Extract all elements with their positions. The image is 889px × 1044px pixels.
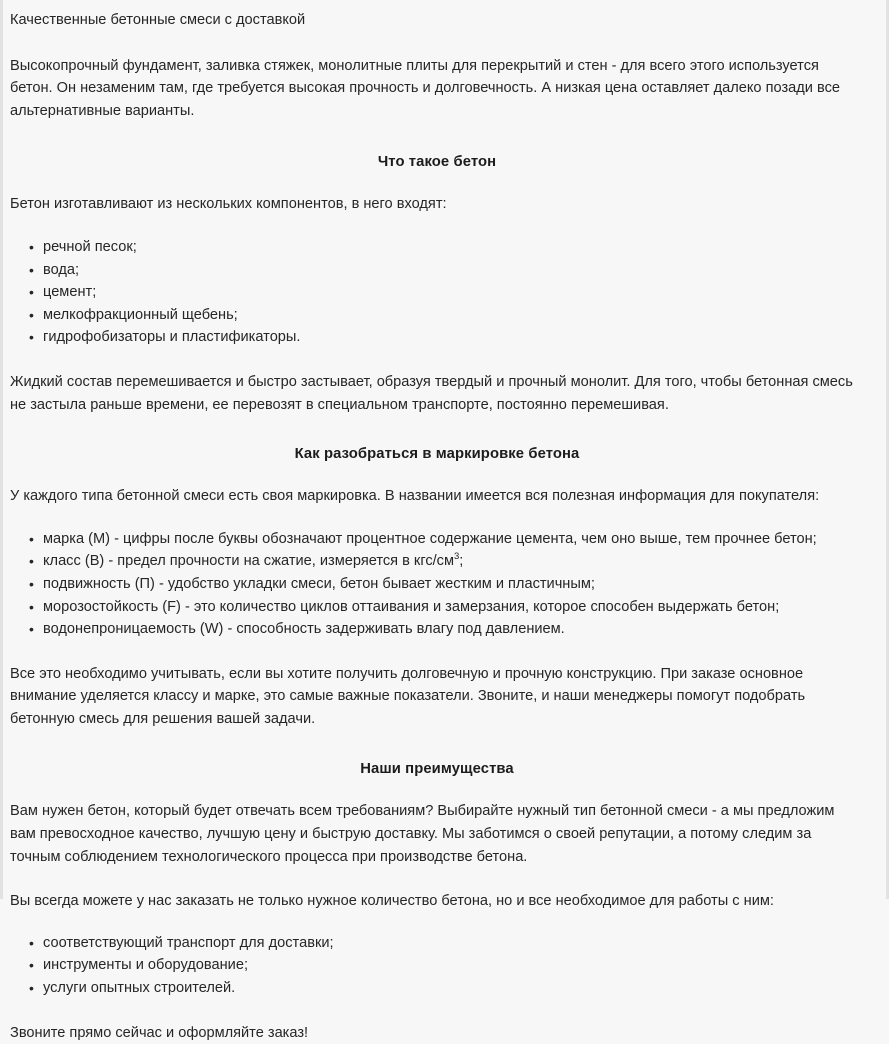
components-intro-paragraph: Бетон изготавливают из нескольких компонентов, в него входят:: [10, 196, 447, 213]
advantages-paragraph-1: Вам нужен бетон, который будет отвечать всем требованиям? Выбирайте нужный тип бетонной смеси - а мы предложим вам превосходное качество, лучшую цену и быструю доставку. Мы заботимся о своей репутации, а потому следим за точным соблюдением технологического процесса при производстве бетона.: [10, 803, 835, 865]
components-outro-paragraph: Жидкий состав перемешивается и быстро застывает, образуя твердый и прочный монолит. Для того, чтобы бетонная смесь не застыла раньше времени, ее перевозят в специальном транспорте, постоянно перемешивая.: [10, 373, 853, 413]
list-item: • соответствующий транспорт для доставки;: [10, 932, 864, 955]
heading-advantages: Наши преимущества: [360, 761, 514, 778]
markings-list: [10, 528, 864, 641]
call-to-action-paragraph: Звоните прямо сейчас и оформляйте заказ!: [10, 1024, 309, 1041]
superscript-exponent: 3: [454, 551, 460, 563]
offers-list: [10, 932, 864, 1000]
list-item: • цемент;: [10, 281, 864, 304]
advantages-paragraph-2: Вы всегда можете у нас заказать не только нужное количество бетона, но и все необходимое для работы с ним:: [10, 893, 774, 910]
page-title: Качественные бетонные смеси с доставкой: [10, 12, 306, 28]
intro-paragraph: Высокопрочный фундамент, заливка стяжек, монолитные плиты для перекрытий и стен - для всего этого используется бетон. Он незаменим там, где требуется высокая прочность и долговечность. А низкая цена оставляет далеко позади все альтернативные варианты.: [10, 57, 840, 119]
list-item: • марка (М) - цифры после буквы обозначают процентное содержание цемента, чем оно выше, тем прочнее бетон;: [10, 528, 864, 551]
components-list: [10, 236, 864, 349]
article-content: [3, 0, 886, 1044]
list-item: • водонепроницаемость (W) - способность задерживать влагу под давлением.: [10, 618, 864, 641]
list-item: • гидрофобизаторы и пластификаторы.: [10, 326, 864, 349]
list-item: • инструменты и оборудование;: [10, 954, 864, 977]
list-item: • мелкофракционный щебень;: [10, 304, 864, 327]
marking-outro-paragraph: Все это необходимо учитывать, если вы хотите получить долговечную и прочную конструкцию. При заказе основное внимание уделяется классу и марке, это самые важные показатели. Звоните, и наши менеджеры помогут подобрать бетонную смесь для решения вашей задачи.: [10, 665, 806, 727]
list-item: [10, 550, 864, 573]
heading-what-is-concrete: Что такое бетон: [377, 154, 497, 171]
marking-text-before: класс (В) - предел прочности на сжатие, измеряется в кгс/см: [43, 553, 455, 570]
list-item: • морозостойкость (F) - это количество циклов оттаивания и замерзания, которое способен выдержать бетон;: [10, 596, 864, 619]
heading-marking: Как разобраться в маркировке бетона: [294, 446, 580, 463]
list-item: • вода;: [10, 259, 864, 282]
list-item: • услуги опытных строителей.: [10, 977, 864, 1000]
list-item: • подвижность (П) - удобство укладки смеси, бетон бывает жестким и пластичным;: [10, 573, 864, 596]
list-item: • речной песок;: [10, 236, 864, 259]
marking-intro-paragraph: У каждого типа бетонной смеси есть своя маркировка. В названии имеется вся полезная информация для покупателя:: [10, 488, 820, 505]
marking-text-after: ;: [459, 553, 464, 570]
